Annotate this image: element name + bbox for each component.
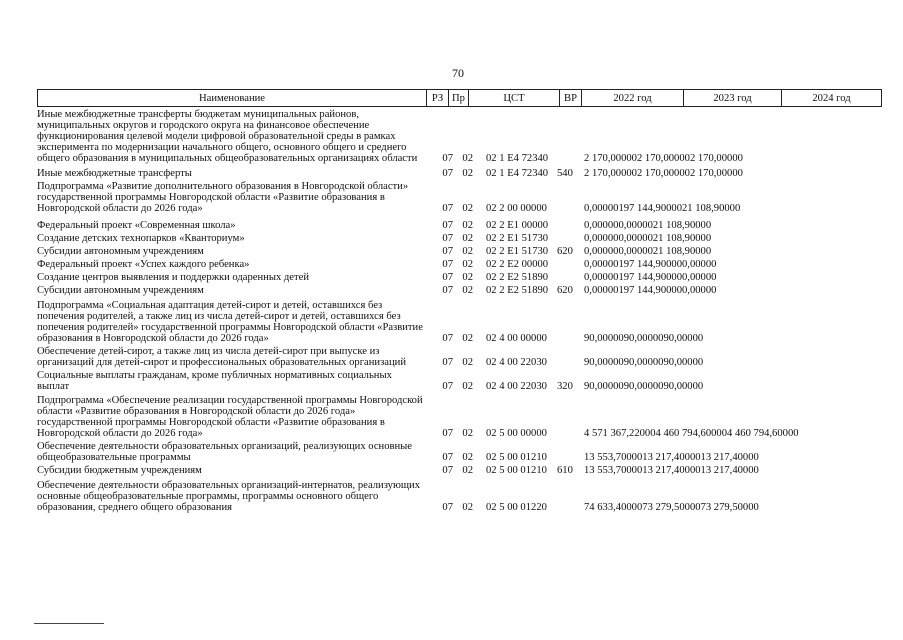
row-2023: 0,00000 <box>618 246 653 257</box>
row-pr: 02 <box>462 381 473 392</box>
row-cst: 02 1 Е4 72340 <box>486 153 549 164</box>
row-2022: 74 633,40000 <box>584 502 643 513</box>
row-2022: 0,00000 <box>584 285 619 296</box>
row-rz: 07 <box>442 246 453 257</box>
header-2023: 2023 год <box>713 93 752 104</box>
row-cst: 02 2 Е1 51730 <box>486 233 549 244</box>
budget-table <box>37 89 882 513</box>
row-2024: 13 217,40000 <box>700 465 759 476</box>
row-name: Обеспечение детей-сирот, а также лиц из числа детей-сирот при выпуске из организаций для детей-сирот и профессиональных образовательных организаций <box>37 346 406 368</box>
row-2024: 90,00000 <box>663 357 704 368</box>
row-2022: 13 553,70000 <box>584 452 643 463</box>
row-cst: 02 2 00 00000 <box>486 203 547 214</box>
table-row <box>37 370 882 392</box>
row-2024: 2 170,00000 <box>689 168 743 179</box>
row-rz: 07 <box>442 168 453 179</box>
row-rz: 07 <box>442 233 453 244</box>
row-cst: 02 2 Е2 51890 <box>486 285 549 296</box>
row-2022: 0,00000 <box>584 272 619 283</box>
row-2022: 0,00000 <box>584 203 619 214</box>
table-row <box>37 441 882 463</box>
row-cst: 02 5 00 00000 <box>486 428 547 439</box>
table-row <box>37 480 882 513</box>
row-2024: 21 108,90000 <box>652 246 712 257</box>
row-2023: 0,00000 <box>618 233 653 244</box>
row-2023: 2 170,00000 <box>636 153 690 164</box>
row-2022: 13 553,70000 <box>584 465 643 476</box>
row-2022: 0,00000 <box>584 233 619 244</box>
row-2022: 2 170,00000 <box>584 168 637 179</box>
row-rz: 07 <box>442 220 453 231</box>
row-pr: 02 <box>462 203 473 214</box>
row-name: Иные межбюджетные трансферты <box>37 168 192 179</box>
row-name: Субсидии автономным учреждениям <box>37 246 204 257</box>
table-row <box>37 109 882 164</box>
row-pr: 02 <box>462 285 473 296</box>
table-row <box>37 395 882 439</box>
row-pr: 02 <box>462 333 473 344</box>
row-pr: 02 <box>462 168 473 179</box>
header-rz: РЗ <box>431 93 444 104</box>
row-2023: 90,00000 <box>623 333 664 344</box>
row-cst: 02 4 00 00000 <box>486 333 547 344</box>
row-pr: 02 <box>462 502 473 513</box>
table-row <box>37 259 882 270</box>
row-pr: 02 <box>462 272 473 283</box>
row-2022: 90,00000 <box>584 333 624 344</box>
row-name: Обеспечение деятельности образовательных организаций, реализующих основные общеобразовательные программы <box>37 441 412 463</box>
row-pr: 02 <box>462 220 473 231</box>
row-cst: 02 5 00 01220 <box>486 502 547 513</box>
page-number: 70 <box>452 66 464 80</box>
row-vr: 610 <box>557 465 573 476</box>
row-2023: 4 460 794,60000 <box>655 428 728 439</box>
row-rz: 07 <box>442 285 453 296</box>
table-row <box>37 246 882 257</box>
row-2022: 2 170,00000 <box>584 153 637 164</box>
row-pr: 02 <box>462 246 473 257</box>
row-2024: 21 108,90000 <box>652 233 712 244</box>
row-rz: 07 <box>442 333 453 344</box>
row-pr: 02 <box>462 357 473 368</box>
row-rz: 07 <box>442 203 453 214</box>
row-2022: 0,00000 <box>584 220 619 231</box>
header-pr: Пр <box>452 93 465 104</box>
row-name: Подпрограмма «Обеспечение реализации государственной программы Новгородской области «Развитие образования в Новгородской области до 2026 года» государственной программы Новгородской области «Развитие образования в Новгородской области до 2026 года» <box>37 395 423 439</box>
table-row <box>37 168 882 179</box>
row-rz: 07 <box>442 452 453 463</box>
row-name: Подпрограмма «Социальная адаптация детей-сирот и детей, оставшихся без попечения родителей, а также лиц из числа детей-сирот и детей, оставшихся без попечения родителей» государственной программы Новгородской области «Развитие образования в Новгородской области до 2026 года» <box>37 300 423 344</box>
table-header <box>37 89 882 107</box>
row-cst: 02 2 Е2 51890 <box>486 272 549 283</box>
row-rz: 07 <box>442 465 453 476</box>
row-pr: 02 <box>462 428 473 439</box>
row-pr: 02 <box>462 465 473 476</box>
row-2024: 90,00000 <box>663 333 704 344</box>
row-2024: 4 460 794,60000 <box>727 428 799 439</box>
row-name: Создание детских технопарков «Кванториум» <box>37 233 245 244</box>
row-name: Социальные выплаты гражданам, кроме публичных нормативных социальных выплат <box>37 370 392 392</box>
table-row <box>37 233 882 244</box>
row-vr: 620 <box>557 285 573 296</box>
row-2023: 197 144,90000 <box>618 203 682 214</box>
row-2024: 2 170,00000 <box>689 153 743 164</box>
row-2022: 90,00000 <box>584 357 624 368</box>
row-2024: 13 217,40000 <box>700 452 759 463</box>
row-vr: 320 <box>557 381 573 392</box>
row-pr: 02 <box>462 259 473 270</box>
row-name: Субсидии автономным учреждениям <box>37 285 204 296</box>
row-name: Федеральный проект «Успех каждого ребенка» <box>37 259 250 270</box>
row-name: Иные межбюджетные трансферты бюджетам муниципальных районов, муниципальных округов и городского округа на финансовое обеспечение функционирования целевой модели цифровой образовательной среды в рамках эксперимента по модернизации начального общего, основного общего и среднего общего образования в муниципальных общеобразовательных организациях области <box>37 109 418 164</box>
table-row <box>37 272 882 283</box>
header-name: Наименование <box>199 93 265 104</box>
row-2024: 73 279,50000 <box>700 502 759 513</box>
table-body <box>37 109 882 513</box>
row-cst: 02 4 00 22030 <box>486 357 547 368</box>
row-2023: 197 144,90000 <box>618 259 682 270</box>
row-rz: 07 <box>442 272 453 283</box>
row-cst: 02 5 00 01210 <box>486 465 547 476</box>
row-name: Создание центров выявления и поддержки одаренных детей <box>37 272 310 283</box>
row-name: Подпрограмма «Развитие дополнительного образования в Новгородской области» государственной программы Новгородской области «Развитие образования в Новгородской области до 2026 года» <box>37 181 409 214</box>
header-cst: ЦСТ <box>503 93 525 104</box>
row-cst: 02 2 Е2 00000 <box>486 259 549 270</box>
table-row <box>37 181 882 214</box>
row-rz: 07 <box>442 357 453 368</box>
table-row <box>37 220 882 231</box>
row-cst: 02 5 00 01210 <box>486 452 547 463</box>
table-row <box>37 300 882 344</box>
table-row <box>37 346 882 368</box>
row-rz: 07 <box>442 502 453 513</box>
row-vr: 540 <box>557 168 573 179</box>
row-2024: 0,00000 <box>682 285 717 296</box>
row-cst: 02 4 00 22030 <box>486 381 547 392</box>
row-name: Обеспечение деятельности образовательных организаций-интернатов, реализующих основные общеобразовательные программы, программы основного общего образования, среднего общего образования <box>37 480 420 513</box>
row-2022: 4 571 367,22000 <box>584 428 656 439</box>
row-cst: 02 2 Е1 51730 <box>486 246 549 257</box>
row-2024: 0,00000 <box>682 259 717 270</box>
row-pr: 02 <box>462 452 473 463</box>
row-cst: 02 2 Е1 00000 <box>486 220 549 231</box>
header-2024: 2024 год <box>812 93 851 104</box>
row-2024: 90,00000 <box>663 381 704 392</box>
row-cst: 02 1 Е4 72340 <box>486 168 549 179</box>
row-2024: 0,00000 <box>682 272 717 283</box>
row-2023: 13 217,40000 <box>642 452 701 463</box>
row-2024: 21 108,90000 <box>682 203 741 214</box>
row-name: Федеральный проект «Современная школа» <box>37 220 236 231</box>
table-row <box>37 465 882 476</box>
row-2023: 197 144,90000 <box>618 272 682 283</box>
row-2023: 197 144,90000 <box>618 285 682 296</box>
row-rz: 07 <box>442 381 453 392</box>
row-2022: 90,00000 <box>584 381 624 392</box>
row-2022: 0,00000 <box>584 246 619 257</box>
row-pr: 02 <box>462 153 473 164</box>
row-2023: 13 217,40000 <box>642 465 701 476</box>
row-2024: 21 108,90000 <box>652 220 712 231</box>
row-2023: 90,00000 <box>623 381 664 392</box>
table-row <box>37 285 882 296</box>
row-2023: 0,00000 <box>618 220 653 231</box>
row-2022: 0,00000 <box>584 259 619 270</box>
row-2023: 90,00000 <box>623 357 664 368</box>
row-name: Субсидии бюджетным учреждениям <box>37 465 202 476</box>
row-rz: 07 <box>442 428 453 439</box>
row-rz: 07 <box>442 153 453 164</box>
header-2022: 2022 год <box>613 93 652 104</box>
row-2023: 73 279,50000 <box>642 502 701 513</box>
row-pr: 02 <box>462 233 473 244</box>
row-2023: 2 170,00000 <box>636 168 690 179</box>
footer-line <box>34 623 104 624</box>
row-vr: 620 <box>557 246 573 257</box>
header-vr: ВР <box>564 93 577 104</box>
row-rz: 07 <box>442 259 453 270</box>
